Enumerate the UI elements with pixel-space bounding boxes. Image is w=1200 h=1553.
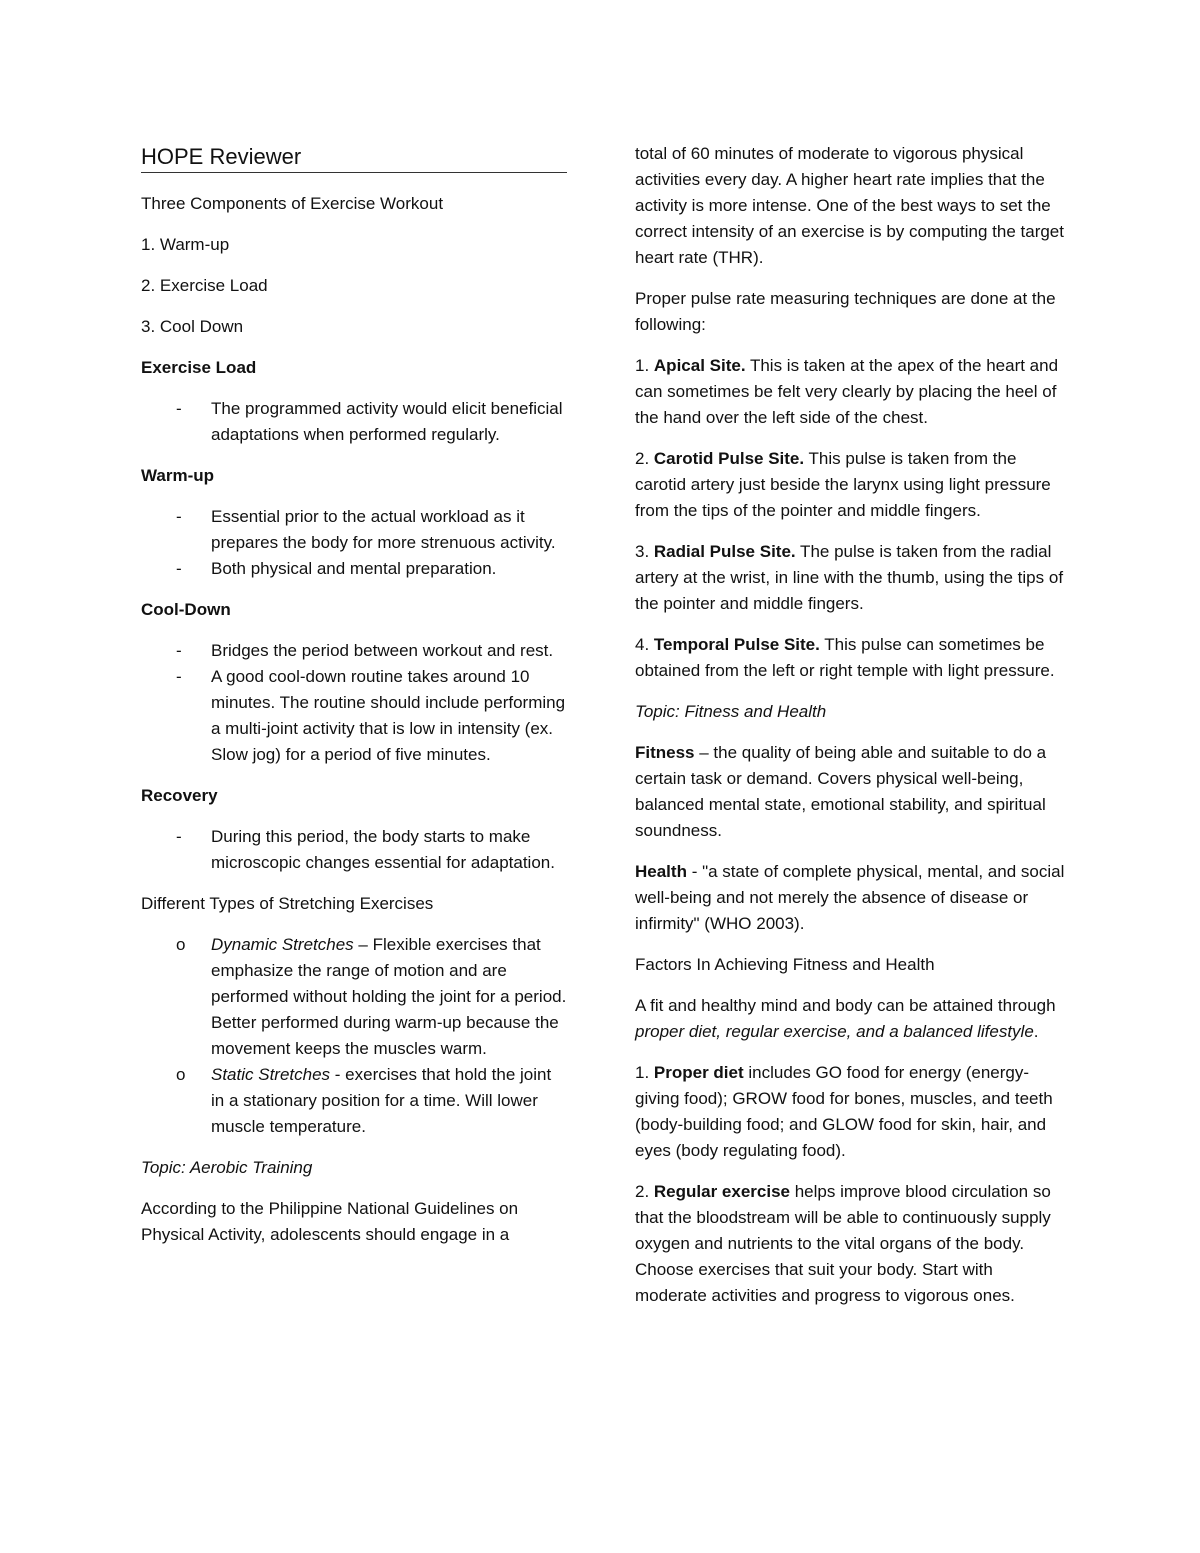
pulse-site-term: Temporal Pulse Site.: [653, 635, 820, 654]
factors-intro-italic: proper diet, regular exercise, and a balanced lifestyle: [635, 1022, 1034, 1041]
warm-up-list: [141, 504, 567, 582]
pulse-site-term: Carotid Pulse Site.: [653, 449, 805, 468]
item-number: 4.: [635, 635, 654, 654]
factors-intro-text: A fit and healthy mind and body can be attained through: [635, 996, 1056, 1015]
health-text: - "a state of complete physical, mental, and social well-being and not merely the absence of disease or infirmity" (WHO 2003).: [635, 862, 1065, 933]
exercise-load-heading: Exercise Load: [141, 358, 257, 377]
dash-marker: -: [176, 667, 182, 686]
circle-marker: o: [176, 1065, 186, 1084]
list-item: [141, 824, 567, 876]
aerobic-text-continued: total of 60 minutes of moderate to vigorous physical activities every day. A higher heart rate implies that the activity is more intense. One of the best ways to set the correct intensity of an exercise is by computing the target heart rate (THR).: [635, 144, 1064, 267]
list-item-text: During this period, the body starts to make microscopic changes essential for adaptation.: [211, 827, 555, 872]
list-item: [141, 1062, 567, 1140]
pulse-site-term: Apical Site.: [653, 356, 746, 375]
list-item: [141, 638, 567, 664]
health-definition: [635, 859, 1065, 937]
list-item-text: Essential prior to the actual workload as it prepares the body for more strenuous activity.: [211, 507, 556, 552]
factor-term: Regular exercise: [653, 1182, 790, 1201]
left-column: [141, 191, 567, 1263]
stretch-text: - exercises that hold the joint in a stationary position for a time. Will lower muscle temperature.: [211, 1065, 552, 1136]
recovery-list: [141, 824, 567, 876]
list-item-text: Bridges the period between workout and rest.: [211, 641, 554, 660]
list-item-text: Both physical and mental preparation.: [211, 559, 497, 578]
pulse-site-item: [635, 446, 1065, 524]
pulse-site-text: This pulse can sometimes be obtained from the left or right temple with light pressure.: [635, 635, 1055, 680]
fitness-term: Fitness: [635, 743, 695, 762]
list-item: [141, 664, 567, 768]
recovery-heading: Recovery: [141, 786, 218, 805]
item-number: 1.: [635, 1063, 654, 1082]
list-item: [141, 396, 567, 448]
exercise-load-list: [141, 396, 567, 448]
aerobic-text: According to the Philippine National Guidelines on Physical Activity, adolescents should engage in a: [141, 1199, 519, 1244]
pulse-site-text: This is taken at the apex of the heart and can sometimes be felt very clearly by placing the heel of the hand over the left side of the chest.: [635, 356, 1059, 427]
factor-item: [635, 1179, 1065, 1309]
stretching-heading: Different Types of Stretching Exercises: [141, 894, 434, 913]
list-item-text: A good cool-down routine takes around 10 minutes. The routine should include performing a multi-joint activity that is low in intensity (ex. Slow jog) for a period of five minutes.: [211, 667, 566, 764]
components-heading: Three Components of Exercise Workout: [141, 194, 444, 213]
page-title: HOPE Reviewer: [141, 143, 567, 173]
dash-marker: -: [176, 641, 182, 660]
cool-down-list: [141, 638, 567, 768]
dash-marker: -: [176, 827, 182, 846]
aerobic-topic: Topic: Aerobic Training: [141, 1158, 313, 1177]
pulse-site-text: This pulse is taken from the carotid artery just beside the larynx using light pressure from the tips of the pointer and middle fingers.: [635, 449, 1051, 520]
warm-up-heading: Warm-up: [141, 466, 215, 485]
dash-marker: -: [176, 399, 182, 418]
factors-intro: [635, 993, 1065, 1045]
pulse-site-text: The pulse is taken from the radial artery at the wrist, in line with the thumb, using the tips of the pointer and middle fingers.: [635, 542, 1064, 613]
item-number: 1.: [635, 356, 654, 375]
fitness-text: – the quality of being able and suitable to do a certain task or demand. Covers physical well-being, balanced mental state, emotional stability, and spiritual soundness.: [635, 743, 1047, 840]
factors-intro-end: .: [1033, 1022, 1039, 1041]
item-number: 2.: [635, 1182, 654, 1201]
item-number: 2.: [635, 449, 654, 468]
list-item-text: The programmed activity would elicit beneficial adaptations when performed regularly.: [211, 399, 563, 444]
component-item: 1. Warm-up: [141, 235, 230, 254]
circle-marker: o: [176, 935, 186, 954]
right-column: [635, 141, 1065, 1324]
fitness-definition: [635, 740, 1065, 844]
stretch-text: – Flexible exercises that emphasize the range of motion and are performed without holding the joint for a period. Better performed during warm-up because the movement keeps the muscles warm.: [211, 935, 567, 1058]
pulse-site-item: [635, 539, 1065, 617]
fitness-topic: Topic: Fitness and Health: [635, 702, 827, 721]
item-number: 3.: [635, 542, 654, 561]
pulse-site-item: [635, 632, 1065, 684]
stretch-term: Dynamic Stretches: [211, 935, 354, 954]
factor-term: Proper diet: [653, 1063, 744, 1082]
list-item: [141, 556, 567, 582]
component-item: 3. Cool Down: [141, 317, 244, 336]
pulse-site-item: [635, 353, 1065, 431]
pulse-intro: Proper pulse rate measuring techniques are done at the following:: [635, 289, 1056, 334]
stretch-term: Static Stretches: [211, 1065, 331, 1084]
stretching-list: [141, 932, 567, 1140]
cool-down-heading: Cool-Down: [141, 600, 231, 619]
factor-text: helps improve blood circulation so that the bloodstream will be able to continuously supply oxygen and nutrients to the vital organs of the body. Choose exercises that suit your body. Start with moderate activities and progress to vigorous ones.: [635, 1182, 1051, 1305]
health-term: Health: [635, 862, 687, 881]
factor-item: [635, 1060, 1065, 1164]
factors-heading: Factors In Achieving Fitness and Health: [635, 955, 935, 974]
list-item: [141, 504, 567, 556]
list-item: [141, 932, 567, 1062]
factor-text: includes GO food for energy (energy-giving food); GROW food for bones, muscles, and teeth (body-building food; and GLOW food for skin, hair, and eyes (body regulating food).: [635, 1063, 1053, 1160]
dash-marker: -: [176, 507, 182, 526]
component-item: 2. Exercise Load: [141, 276, 268, 295]
dash-marker: -: [176, 559, 182, 578]
pulse-site-term: Radial Pulse Site.: [653, 542, 796, 561]
